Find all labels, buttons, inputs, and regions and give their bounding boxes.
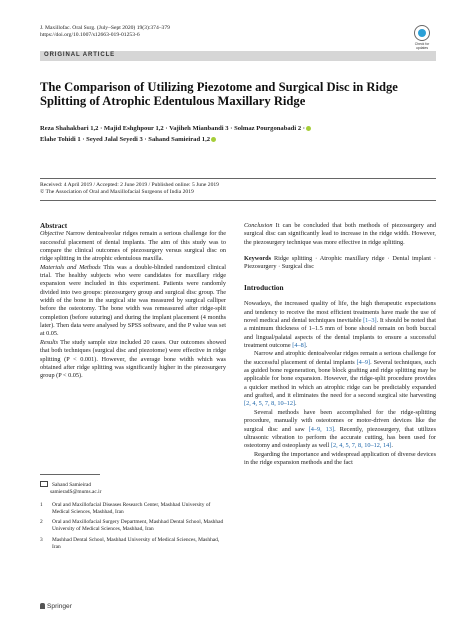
divider <box>40 200 436 201</box>
citation-link[interactable]: [4–9, 13] <box>308 425 335 433</box>
abstract-results: Results The study sample size included 20 cases. Our outcomes showed that both techniques (surgical disc and piezotome) were effective in ridge splitting (P < 0.001). However, the average bone width which was obtained after ridge splitting was significantly higher in the piezosurgery group (P < 0.05). <box>40 338 227 380</box>
article-title: The Comparison of Utilizing Piezotome and Surgical Disc in Ridge Splitting of Atrophic Edentulous Maxillary Ridge <box>40 80 398 108</box>
doi-link[interactable]: https://doi.org/10.1007/s12663-019-01253-6 <box>40 32 140 39</box>
corresponding-email[interactable]: samieradS@mums.ac.ir <box>50 489 102 496</box>
abstract-section <box>40 222 226 381</box>
received-dates: Received: 4 April 2019 / Accepted: 2 June 2019 / Published online: 5 June 2019 <box>40 182 219 188</box>
citation-link[interactable]: [4–8] <box>292 342 306 350</box>
badge-label-2: updates <box>415 46 429 50</box>
orcid-icon[interactable] <box>306 126 311 131</box>
introduction-section <box>244 284 436 467</box>
citation-link[interactable]: [1–3] <box>363 317 377 325</box>
citation-link[interactable]: [4–9] <box>356 358 371 366</box>
article-type: ORIGINAL ARTICLE <box>44 52 116 58</box>
badge-label-1: Check for <box>414 42 430 46</box>
divider <box>40 178 436 179</box>
journal-reference <box>40 25 370 39</box>
affiliation: 1 Oral and Maxillofacial Diseases Research Center, Mashhad University of Medical Sciences, Mashhad, Iran <box>40 502 211 516</box>
keywords: Keywords Ridge splitting · Atrophic maxillary ridge · Dental implant · Piezosurgery · Surgical disc <box>244 255 436 271</box>
intro-paragraph-4: Regarding the importance and widespread application of diverse devices in the ridge expansion methods and the fact <box>244 450 436 466</box>
conclusion-keywords <box>244 222 436 272</box>
publication-history <box>40 182 436 197</box>
orcid-icon[interactable] <box>211 137 216 142</box>
abstract-methods: Materials and Methods This was a double-blinded randomized clinical trial. The healthy subjects who were candidates for maxillary ridge expansion were included in this experiment. Patients were randomly divided into two groups: piezosurgery group and surgical disc group. The width of the bone in the surgical site was measured by surgical calliper before the osteotomy. The bone width was remeasured after ridge-split completion (before suturing) and during the implant placement (4 months later). Then data were analysed by SPSS software, and the P value was set at 0.05. <box>40 263 226 338</box>
abstract-objective: Objective Narrow dentoalveolar ridges remain a serious challenge for the successful placement of dental implants. The aim of this study was to compare the clinical outcomes of piezosurgery versus surgical disc on ridge splitting in the atrophic edentulous maxilla. <box>40 230 227 263</box>
citation-link[interactable]: [2, 4, 5, 7, 8, 10–12] <box>244 400 296 408</box>
citation-link[interactable]: [2, 4, 5, 7, 8, 10–12, 14] <box>330 442 392 450</box>
abstract-heading: Abstract <box>40 221 68 230</box>
abstract-conclusion: Conclusion It can be concluded that both methods of piezosurgery and surgical disc can significantly lead to increase in the ridge width. However, the piezosurgery technique was more effective in ridge splitting. <box>244 222 436 246</box>
footnotes <box>40 480 226 554</box>
intro-paragraph-1: Nowadays, the increased quality of life, the high therapeutic expectations and tendency to receive the most efficient treatments have made the use of novel medical and dental techniques inevitable [1–3]. It should be noted that a minimum thickness of 1–1.5 mm of bone should remain on both buccal and lingual/palatal aspects of the dental implants to ensure a successful treatment outcome [4–8]. <box>244 300 436 350</box>
authors-line-1: Reza Shahakbari 1,2 · Majid Eshghpour 1,2 · Vajiheh Mianbandi 3 · Solmaz Pourgonabadi 2 · <box>40 123 436 134</box>
article-type-band <box>40 51 436 61</box>
publisher-logo: Springer <box>40 603 72 610</box>
affiliation: 3 Mashhad Dental School, Mashhad University of Medical Sciences, Mashhad, Iran <box>40 536 220 550</box>
affiliation: 2 Oral and Maxillofacial Surgery Department, Mashhad Dental School, Mashhad University of Medical Sciences, Mashhad, Iran <box>40 519 224 533</box>
footnote-divider <box>40 474 100 475</box>
copyright: © The Association of Oral and Maxillofacial Surgeons of India 2019 <box>40 189 194 196</box>
corresponding-author: Sahand Samieirad <box>40 480 226 489</box>
journal-citation: J. Maxillofac. Oral Surg. (July–Sept 2020) 19(3):374–379 <box>40 25 170 31</box>
springer-horse-icon <box>40 603 45 609</box>
intro-paragraph-2: Narrow and atrophic dentoalveolar ridges remain a serious challenge for the successful placement of dental implants [4–9]. Several techniques, such as guided bone regeneration, bone block grafting and ridge splitting may be applicable for bone expansion. However, the ridge-split procedure provides a quicker method in which an atrophic ridge can be predictably expanded and grafted, and it eliminates the need for a second surgical site harvesting [2, 4, 5, 7, 8, 10–12]. <box>244 350 436 408</box>
check-for-updates-icon <box>414 25 430 41</box>
intro-paragraph-3: Several methods have been accomplished for the ridge-splitting procedure, manually with osteotomes or motor-driven devices like the surgical disc and saw [4–9, 13]. Recently, piezosurgery, that utilizes ultrasonic vibration to perform the accurate cutting, has been used for osteotomy and osteoplasty as well [2, 4, 5, 7, 8, 10–12, 14]. <box>244 408 436 450</box>
authors-line-2: Elahe Tohidi 1 · Seyed Jalal Seyedi 3 · Sahand Samieirad 1,2 <box>40 134 436 145</box>
envelope-icon <box>40 481 48 487</box>
author-list <box>40 123 436 145</box>
introduction-heading: Introduction <box>244 283 284 292</box>
